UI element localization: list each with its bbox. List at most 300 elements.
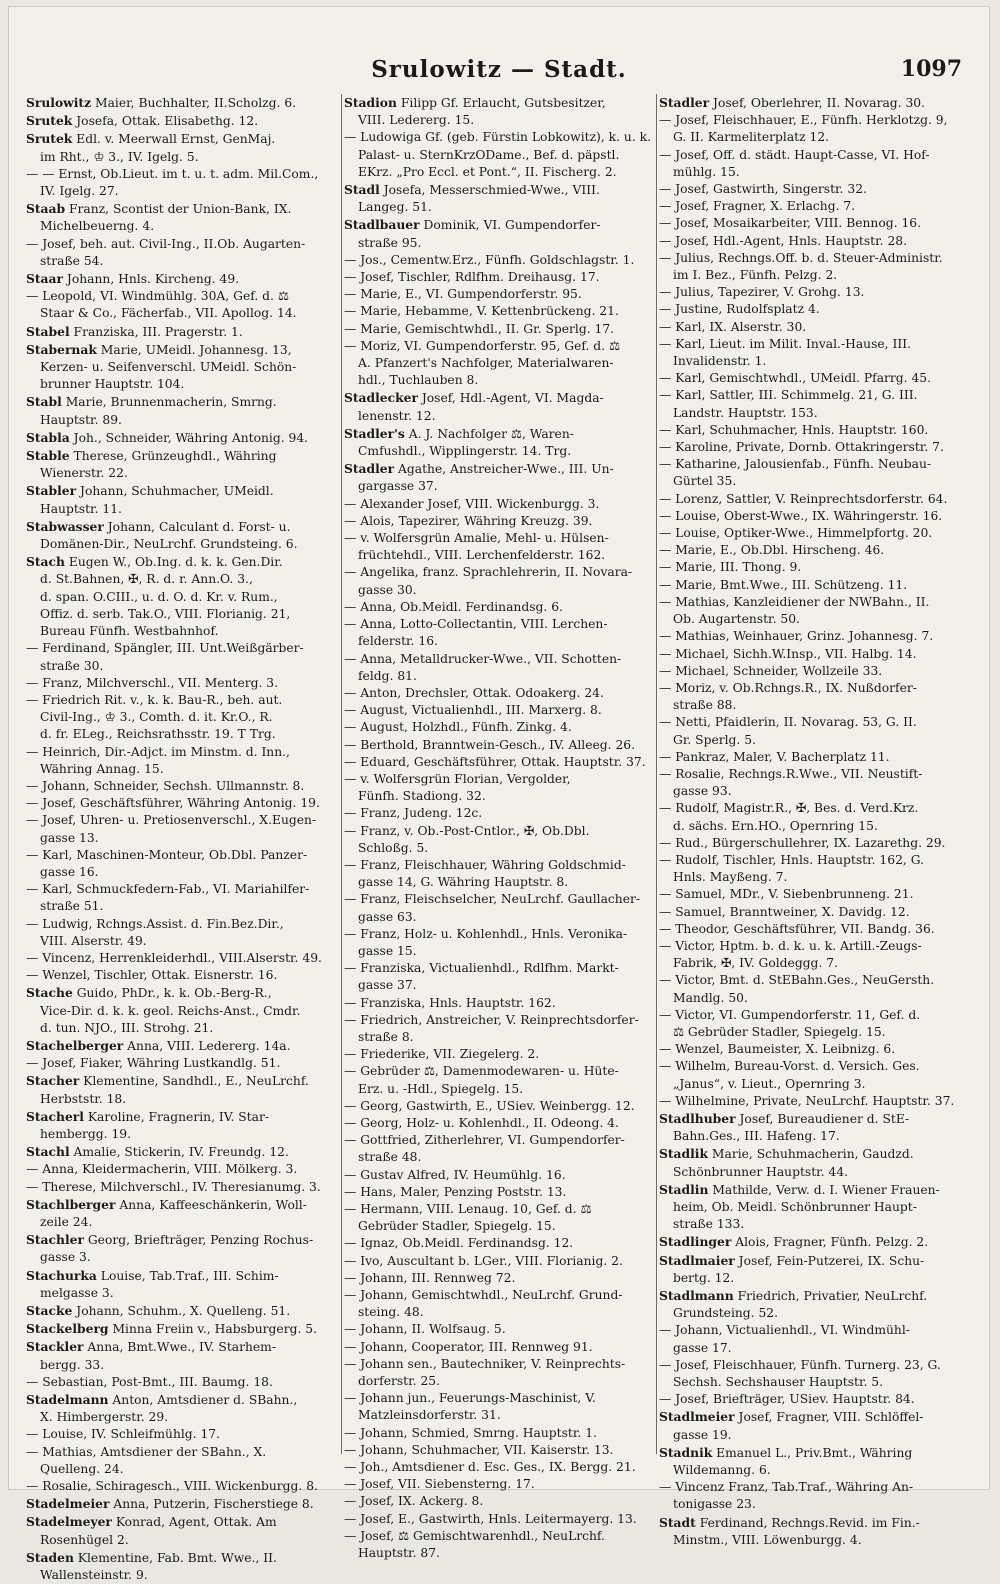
entry-text: — Josef, Fiaker, Währing Lustkandlg. 51. — [26, 1056, 281, 1071]
entry-text: — Marie, III. Thong. 9. — [659, 560, 802, 575]
entry-text: — Friederike, VII. Ziegelerg. 2. — [344, 1047, 540, 1062]
entry-text: gasse 17. — [673, 1340, 732, 1355]
directory-entry-line — [659, 818, 973, 835]
entry-surname: Stackler — [26, 1339, 84, 1355]
directory-entry-line — [659, 336, 973, 353]
directory-entry-line — [659, 1462, 973, 1479]
directory-entry-line — [659, 1252, 973, 1270]
directory-entry-line — [26, 236, 340, 253]
entry-text: — Josef, Gastwirth, Singerstr. 32. — [659, 182, 867, 197]
entry-text: Gebrüder Stadler, Spiegelg. 15. — [358, 1219, 556, 1234]
entry-text: — Karoline, Private, Dornb. Ottakringerstr. 7. — [659, 440, 944, 455]
entry-text: — Franziska, Hnls. Hauptstr. 162. — [344, 995, 556, 1010]
directory-entry-line — [26, 1302, 340, 1320]
entry-text: — Josef, Briefträger, USiev. Hauptstr. 84. — [659, 1392, 915, 1407]
directory-entry-line — [26, 726, 340, 743]
directory-entry-line — [659, 1408, 973, 1426]
entry-text: — Franz, Fleischselcher, NeuLrchf. Gaullacher- — [344, 892, 641, 907]
directory-entry-line — [26, 341, 340, 359]
entry-text: — Johann, III. Rennweg 72. — [344, 1270, 516, 1285]
directory-entry-line — [659, 646, 973, 663]
entry-text: — Eduard, Geschäftsführer, Ottak. Hauptstr. 37. — [344, 754, 646, 769]
entry-text: — Victor, VI. Gumpendorferstr. 11, Gef. d. — [659, 1007, 921, 1022]
directory-entry-line — [659, 1479, 973, 1496]
entry-text: feldg. 81. — [358, 668, 417, 683]
entry-text: — Pankraz, Maler, V. Bacherplatz 11. — [659, 749, 890, 764]
directory-entry-line — [344, 286, 658, 303]
directory-entry-line — [26, 183, 340, 200]
entry-text: Friedrich, Privatier, NeuLrchf. — [733, 1289, 928, 1304]
directory-entry-line — [659, 1270, 973, 1287]
directory-entry-line — [659, 181, 973, 198]
entry-text: — Karl, Lieut. im Milit. Inval.-Hause, III. — [659, 336, 911, 351]
directory-entry-line — [659, 714, 973, 731]
entry-text: — Louise, Optiker-Wwe., Himmelpfortg. 20. — [659, 526, 933, 541]
entry-text: Josef, Bureaudiener d. StE- — [735, 1111, 910, 1126]
entry-text: — Georg, Gastwirth, E., USiev. Weinbergg. 12. — [344, 1098, 635, 1113]
entry-text: — Michael, Schneider, Wollzeile 33. — [659, 663, 883, 678]
directory-entry-line — [659, 250, 973, 267]
directory-entry-line — [26, 130, 340, 148]
directory-entry-line — [659, 215, 973, 232]
directory-entry-line — [26, 830, 340, 847]
directory-entry-line — [659, 1007, 973, 1024]
entry-text: — Michael, Sichh.W.Insp., VII. Halbg. 14. — [659, 646, 917, 661]
directory-entry-line — [26, 709, 340, 726]
directory-entry-line — [26, 1374, 340, 1391]
entry-text: — Johann, Victualienhdl., VI. Windmühl- — [659, 1323, 910, 1338]
entry-text: Johann, Schuhm., X. Quelleng. 51. — [72, 1304, 291, 1319]
entry-text: — Karl, Schuhmacher, Hnls. Hauptstr. 160. — [659, 422, 929, 437]
entry-text: Marie, UMeidl. Johannesg. 13, — [96, 342, 292, 357]
directory-entry-line — [344, 805, 658, 822]
entry-text: — Josef, ⚖ Gemischtwarenhdl., NeuLrchf. — [344, 1528, 605, 1543]
directory-entry-line — [26, 323, 340, 341]
entry-text: Wienerstr. 22. — [40, 466, 128, 481]
entry-text: Marie, Schuhmacherin, Gaudzd. — [708, 1147, 914, 1162]
entry-text: Minna Freiin v., Habsburgerg. 5. — [108, 1322, 317, 1337]
directory-entry-line — [659, 1391, 973, 1408]
entry-text: Bahn.Ges., III. Hafeng. 17. — [673, 1129, 840, 1144]
directory-entry-line — [344, 977, 658, 994]
entry-surname: Stadlik — [659, 1146, 708, 1162]
entry-text: Ob. Augartenstr. 50. — [673, 612, 800, 627]
directory-entry-line — [26, 253, 340, 270]
entry-text: straße 95. — [358, 235, 422, 250]
entry-text: Maier, Buchhalter, II.Scholzg. 6. — [91, 96, 297, 110]
entry-surname: Stadelmann — [26, 1392, 109, 1408]
entry-text: — Rosalie, Schiragesch., VIII. Wickenburgg. 8. — [26, 1479, 318, 1494]
directory-entry-line — [659, 1145, 973, 1163]
entry-text: d. tun. NJO., III. Strohg. 21. — [40, 1020, 214, 1035]
directory-entry-line — [344, 181, 658, 199]
directory-entry-line — [659, 594, 973, 611]
directory-entry-line — [659, 835, 973, 852]
entry-surname: Staden — [26, 1549, 74, 1565]
entry-text: straße 54. — [40, 253, 104, 268]
entry-text: Hauptstr. 11. — [40, 501, 122, 516]
entry-text: — Josef, Fleischhauer, Fünfh. Turnerg. 23, G. — [659, 1357, 941, 1372]
entry-surname: Stable — [26, 448, 70, 464]
directory-entry-line — [26, 864, 340, 881]
directory-entry-line — [659, 1532, 973, 1549]
directory-entry-line — [659, 1287, 973, 1305]
directory-entry-line — [344, 372, 658, 389]
directory-entry-line — [659, 112, 973, 129]
entry-text: — Johann, Schuhmacher, VII. Kaiserstr. 13. — [344, 1442, 614, 1457]
entry-text: Johann, Calculant d. Forst- u. — [103, 519, 291, 534]
directory-entry-line — [659, 1110, 973, 1128]
entry-text: — Julius, Rechngs.Off. b. d. Steuer-Administr. — [659, 250, 943, 265]
directory-entry-line — [26, 571, 340, 588]
directory-entry-line — [659, 301, 973, 318]
directory-entry-line — [26, 465, 340, 482]
entry-text: — Mathias, Kanzleidiener der NWBahn., II. — [659, 594, 930, 609]
directory-entry-line — [659, 938, 973, 955]
entry-text: Dominik, VI. Gumpendorfer- — [419, 218, 601, 233]
entry-surname: Stadlin — [659, 1181, 709, 1197]
entry-text: Civil-Ing., ♔ 3., Comth. d. it. Kr.O., R. — [40, 710, 273, 725]
directory-entry-line — [659, 1427, 973, 1444]
entry-text: Louise, Tab.Traf., III. Schim- — [96, 1268, 279, 1283]
entry-text: ⚖ Gebrüder Stadler, Spiegelg. 15. — [673, 1024, 886, 1039]
entry-surname: Stadlbauer — [344, 217, 420, 233]
entry-text: Schönbrunner Hauptstr. 44. — [673, 1164, 849, 1179]
entry-surname: Stabel — [26, 323, 70, 339]
entry-text: Anna, Putzerin, Fischerstiege 8. — [109, 1497, 314, 1512]
entry-text: — Samuel, MDr., V. Siebenbrunneng. 21. — [659, 887, 914, 902]
entry-surname: Stadlmeier — [659, 1409, 735, 1425]
entry-text: — August, Holzhdl., Fünfh. Zinkg. 4. — [344, 720, 572, 735]
entry-text: Bureau Fünfh. Westbahnhof. — [40, 624, 219, 639]
entry-text: tonigasse 23. — [673, 1497, 756, 1512]
directory-entry-line — [26, 501, 340, 518]
entry-text: — Franz, Holz- u. Kohlenhdl., Hnls. Veronika- — [344, 926, 628, 941]
entry-text: Anna, Bmt.Wwe., IV. Starhem- — [83, 1340, 277, 1355]
directory-entry-line — [659, 886, 973, 903]
directory-entry-line — [659, 921, 973, 938]
entry-text: — Josef, Hdl.-Agent, Hnls. Hauptstr. 28. — [659, 233, 908, 248]
directory-entry-line — [26, 1338, 340, 1356]
entry-text: Matzleinsdorferstr. 31. — [358, 1408, 501, 1423]
directory-entry-line — [344, 840, 658, 857]
entry-surname: Stachurka — [26, 1267, 97, 1283]
directory-entry-line — [344, 771, 658, 788]
entry-text: Mandlg. 50. — [673, 990, 748, 1005]
directory-entry-line — [344, 1356, 658, 1373]
column-2 — [344, 94, 658, 1561]
entry-text: — Franz, Milchverschl., VII. Menterg. 3. — [26, 675, 279, 690]
directory-entry-line — [26, 429, 340, 447]
directory-entry-line — [344, 443, 658, 460]
entry-text: Hnls. Mayßeng. 7. — [673, 870, 788, 885]
entry-text: Josefa, Messerschmied-Wwe., VIII. — [379, 183, 600, 198]
directory-entry-line — [26, 1567, 340, 1584]
directory-entry-line — [26, 359, 340, 376]
entry-text: — Josef, Mosaikarbeiter, VIII. Bennog. 16. — [659, 216, 922, 231]
directory-entry-line — [659, 94, 973, 112]
directory-entry-line — [344, 147, 658, 164]
entry-text: — Hermann, VIII. Lenaug. 10, Gef. d. ⚖ — [344, 1202, 592, 1216]
entry-text: gasse 14, G. Währing Hauptstr. 8. — [358, 875, 569, 890]
entry-text: zeile 24. — [40, 1215, 93, 1229]
entry-text: straße 133. — [673, 1217, 745, 1232]
entry-text: gasse 30. — [358, 582, 417, 597]
directory-entry-line — [344, 460, 658, 478]
entry-text: — Rud., Bürgerschullehrer, IX. Lazarethg. 29. — [659, 835, 946, 850]
entry-text: Kerzen- u. Seifenverschl. UMeidl. Schön- — [40, 360, 297, 375]
directory-entry-line — [344, 1373, 658, 1390]
entry-text: EKrz. „Pro Eccl. et Pont.“, II. Fischerg. 2. — [358, 164, 617, 179]
entry-text: — Friedrich Rit. v., k. k. Bau-R., beh. aut. — [26, 692, 283, 707]
directory-entry-line — [26, 950, 340, 967]
directory-entry-line — [344, 702, 658, 719]
entry-text: — Angelika, franz. Sprachlehrerin, II. Novara- — [344, 565, 633, 580]
entry-text: — Hans, Maler, Penzing Poststr. 13. — [344, 1184, 567, 1199]
entry-text: Herbststr. 18. — [40, 1091, 127, 1106]
directory-entry-line — [344, 303, 658, 320]
entry-text: — Johann, Cooperator, III. Rennweg 91. — [344, 1339, 593, 1354]
entry-text: — Ludowiga Gf. (geb. Fürstin Lobkowitz), k. u. k. — [344, 130, 652, 145]
directory-entry-line — [659, 491, 973, 508]
directory-entry-line — [659, 680, 973, 697]
entry-text: gargasse 37. — [358, 479, 438, 494]
entry-text: Therese, Grünzeughdl., Währing — [69, 449, 277, 464]
entry-text: Schloßg. 5. — [358, 840, 429, 855]
directory-entry-line — [344, 960, 658, 977]
directory-entry-line — [26, 1055, 340, 1072]
directory-entry-line — [26, 1444, 340, 1461]
directory-entry-line — [659, 1164, 973, 1181]
entry-text: — Georg, Holz- u. Kohlenhdl., II. Odeong. 4. — [344, 1115, 619, 1130]
directory-entry-line — [26, 1391, 340, 1409]
entry-text: Klementine, Fab. Bmt. Wwe., II. — [73, 1550, 277, 1565]
entry-text: Quelleng. 24. — [40, 1461, 124, 1476]
entry-text: — Rudolf, Tischler, Hnls. Hauptstr. 162, G. — [659, 852, 925, 867]
directory-entry-line — [344, 1339, 658, 1356]
directory-entry-line — [659, 1374, 973, 1391]
directory-entry-line — [26, 658, 340, 675]
entry-surname: Stabler — [26, 483, 77, 499]
directory-entry-line — [659, 319, 973, 336]
directory-entry-line — [26, 1108, 340, 1126]
entry-text: straße 30. — [40, 658, 104, 673]
entry-text: heim, Ob. Meidl. Schönbrunner Haupt- — [673, 1200, 917, 1214]
directory-entry-line — [659, 456, 973, 473]
entry-text: — Karl, Gemischtwhdl., UMeidl. Pfarrg. 45. — [659, 371, 932, 386]
entry-text: G. II. Karmeliterplatz 12. — [673, 130, 830, 145]
entry-surname: Stachlberger — [26, 1196, 116, 1212]
directory-entry-line — [659, 1305, 973, 1322]
directory-entry-line — [344, 1029, 658, 1046]
directory-entry-line — [344, 874, 658, 891]
entry-text: Josefa, Ottak. Elisabethg. 12. — [72, 114, 259, 129]
directory-entry-line — [344, 719, 658, 736]
directory-entry-line — [659, 1128, 973, 1145]
entry-text: mühlg. 15. — [673, 164, 740, 179]
directory-entry-line — [344, 754, 658, 771]
entry-text: — Louise, IV. Schleifmühlg. 17. — [26, 1427, 221, 1442]
directory-entry-line — [344, 1493, 658, 1510]
directory-entry-line — [344, 1304, 658, 1321]
directory-entry-line — [659, 353, 973, 370]
directory-entry-line — [26, 984, 340, 1002]
directory-entry-line — [26, 623, 340, 640]
entry-surname: Stadler's — [344, 425, 405, 441]
directory-entry-line — [26, 744, 340, 761]
directory-entry-line — [659, 732, 973, 749]
entry-text: — Marie, Hebamme, V. Kettenbrückeng. 21. — [344, 304, 619, 319]
entry-text: — Heinrich, Dir.-Adjct. im Minstm. d. Inn., — [26, 744, 290, 759]
entry-surname: Stabl — [26, 394, 62, 410]
column-3 — [659, 94, 973, 1547]
entry-text: Anna, Kaffeeschänkerin, Woll- — [115, 1197, 307, 1212]
entry-text: bertg. 12. — [673, 1270, 735, 1285]
entry-text: lenenstr. 12. — [358, 408, 436, 423]
entry-surname: Stacherl — [26, 1108, 84, 1124]
entry-text: Josef, Fein-Putzerei, IX. Schu- — [734, 1253, 925, 1268]
page-header — [8, 56, 990, 96]
entry-text: — Ludwig, Rchngs.Assist. d. Fin.Bez.Dir., — [26, 916, 284, 931]
entry-text: Vice-Dir. d. k. k. geol. Reichs-Anst., Cmdr. — [40, 1003, 301, 1018]
directory-entry-line — [659, 164, 973, 181]
directory-entry-line — [344, 1235, 658, 1252]
entry-text: Edl. v. Meerwall Ernst, GenMaj. — [72, 132, 276, 147]
entry-text: — Vincenz, Herrenkleiderhdl., VIII.Alserstr. 49. — [26, 950, 322, 965]
entry-text: — Marie, E., Ob.Dbl. Hirscheng. 46. — [659, 543, 885, 558]
entry-text: — Sebastian, Post-Bmt., III. Baumg. 18. — [26, 1374, 273, 1389]
directory-entry-line — [344, 926, 658, 943]
entry-text: — Franz, Fleischhauer, Währing Goldschmid- — [344, 857, 626, 872]
entry-text: steing. 48. — [358, 1305, 424, 1320]
entry-text: — Alexander Josef, VIII. Wickenburgg. 3. — [344, 496, 600, 511]
directory-entry-line — [344, 1287, 658, 1304]
directory-entry-line — [659, 955, 973, 972]
directory-entry-line — [659, 766, 973, 783]
directory-entry-line — [344, 599, 658, 616]
directory-entry-line — [659, 267, 973, 284]
entry-text: — Johann, Gemischtwhdl., NeuLrchf. Grund- — [344, 1288, 623, 1303]
entry-text: — Moriz, VI. Gumpendorferstr. 95, Gef. d. ⚖ — [344, 338, 621, 353]
directory-entry-line — [659, 990, 973, 1007]
directory-entry-line — [659, 1322, 973, 1339]
directory-entry-line — [659, 1444, 973, 1462]
entry-surname: Stadl — [344, 182, 380, 198]
directory-entry-line — [344, 389, 658, 407]
entry-text: Filipp Gf. Erlaucht, Gutsbesitzer, — [396, 96, 606, 110]
directory-entry-line — [26, 112, 340, 130]
directory-entry-line — [26, 1072, 340, 1090]
entry-text: Sechsh. Sechshauser Hauptstr. 5. — [673, 1375, 884, 1390]
entry-text: Staar & Co., Fächerfab., VII. Apollog. 14. — [40, 306, 297, 321]
entry-surname: Stacke — [26, 1303, 73, 1319]
directory-entry-line — [26, 1003, 340, 1020]
directory-entry-line — [26, 967, 340, 984]
directory-entry-line — [659, 559, 973, 576]
directory-entry-line — [344, 1407, 658, 1424]
directory-entry-line — [344, 1012, 658, 1029]
directory-entry-line — [26, 553, 340, 571]
entry-text: „Janus“, v. Lieut., Opernring 3. — [673, 1076, 866, 1091]
entry-text: — Josef, Geschäftsführer, Währing Antonig. 19. — [26, 796, 320, 811]
entry-surname: Stadlmann — [659, 1288, 734, 1304]
directory-entry-line — [659, 439, 973, 456]
directory-entry-line — [26, 1285, 340, 1302]
directory-entry-line — [659, 1496, 973, 1513]
directory-entry-line — [26, 1426, 340, 1443]
entry-text: Rosenhügel 2. — [40, 1532, 129, 1547]
entry-text: — Marie, E., VI. Gumpendorferstr. 95. — [344, 287, 582, 302]
entry-text: — Joh., Amtsdiener d. Esc. Ges., IX. Bergg. 21. — [344, 1460, 636, 1475]
entry-surname: Stabla — [26, 429, 70, 445]
directory-entry-line — [26, 1161, 340, 1178]
directory-entry-line — [26, 1478, 340, 1495]
directory-entry-line — [344, 338, 658, 355]
page-number: 1097 — [900, 56, 962, 82]
entry-text: — v. Wolfersgrün Amalie, Mehl- u. Hülsen- — [344, 531, 609, 546]
entry-surname: Stache — [26, 985, 73, 1001]
entry-text: Offiz. d. serb. Tak.O., VIII. Florianig. 21, — [40, 606, 291, 621]
directory-entry-line — [344, 1545, 658, 1562]
directory-entry-line — [26, 536, 340, 553]
directory-entry-line — [344, 425, 658, 443]
entry-text: — Josef, beh. aut. Civil-Ing., II.Ob. Augarten- — [26, 236, 306, 251]
entry-surname: Stadlmaier — [659, 1252, 735, 1268]
entry-text: — Netti, Pfaidlerin, II. Novarag. 53, G. II. — [659, 715, 917, 730]
entry-text: Alois, Fragner, Fünfh. Pelzg. 2. — [731, 1235, 929, 1250]
entry-text: bergg. 33. — [40, 1357, 105, 1372]
entry-text: — Johann jun., Feuerungs-Maschinist, V. — [344, 1391, 596, 1406]
directory-entry-line — [26, 1495, 340, 1513]
entry-surname: Stachelberger — [26, 1037, 124, 1053]
entry-text: gasse 37. — [358, 978, 417, 993]
entry-text: — Marie, Gemischtwhdl., II. Gr. Sperlg. 17. — [344, 321, 615, 336]
directory-entry-line — [659, 508, 973, 525]
entry-text: d. St.Bahnen, ✠, R. d. r. Ann.O. 3., — [40, 572, 253, 587]
directory-entry-line — [344, 1459, 658, 1476]
entry-text: — Josef, Fragner, X. Erlachg. 7. — [659, 199, 856, 214]
entry-text: brunner Hauptstr. 104. — [40, 377, 185, 392]
directory-entry-line — [344, 685, 658, 702]
directory-entry-line — [26, 1532, 340, 1549]
directory-entry-line — [26, 1320, 340, 1338]
directory-entry-line — [26, 589, 340, 606]
entry-text: gasse 63. — [358, 909, 417, 924]
directory-entry-line — [344, 737, 658, 754]
entry-text: straße 48. — [358, 1150, 422, 1165]
entry-text: — Josef, Tischler, Rdlfhm. Dreihausg. 17. — [344, 270, 600, 285]
entry-text: Amalie, Stickerin, IV. Freundg. 12. — [69, 1145, 289, 1160]
entry-text: Franz, Scontist der Union-Bank, IX. — [65, 202, 292, 217]
directory-entry-line — [344, 1081, 658, 1098]
entry-text: gasse 19. — [673, 1427, 732, 1442]
entry-text: — Gottfried, Zitherlehrer, VI. Gumpendorfer- — [344, 1133, 625, 1148]
directory-entry-line — [344, 995, 658, 1012]
directory-entry-line — [26, 218, 340, 235]
entry-text: — Victor, Bmt. d. StEBahn.Ges., NeuGersth. — [659, 973, 935, 988]
directory-entry-line — [659, 749, 973, 766]
directory-entry-line — [659, 129, 973, 146]
entry-text: d. sächs. Ern.HO., Opernring 15. — [673, 818, 878, 833]
entry-text: Emanuel L., Priv.Bmt., Währing — [712, 1445, 913, 1460]
entry-text: — Wenzel, Baumeister, X. Leibnizg. 6. — [659, 1042, 896, 1057]
directory-entry-line — [659, 1514, 973, 1532]
directory-entry-line — [659, 422, 973, 439]
entry-text: — Karl, Sattler, III. Schimmelg. 21, G. III. — [659, 388, 918, 403]
directory-entry-line — [344, 478, 658, 495]
directory-entry-line — [344, 129, 658, 146]
directory-entry-line — [659, 1233, 973, 1251]
